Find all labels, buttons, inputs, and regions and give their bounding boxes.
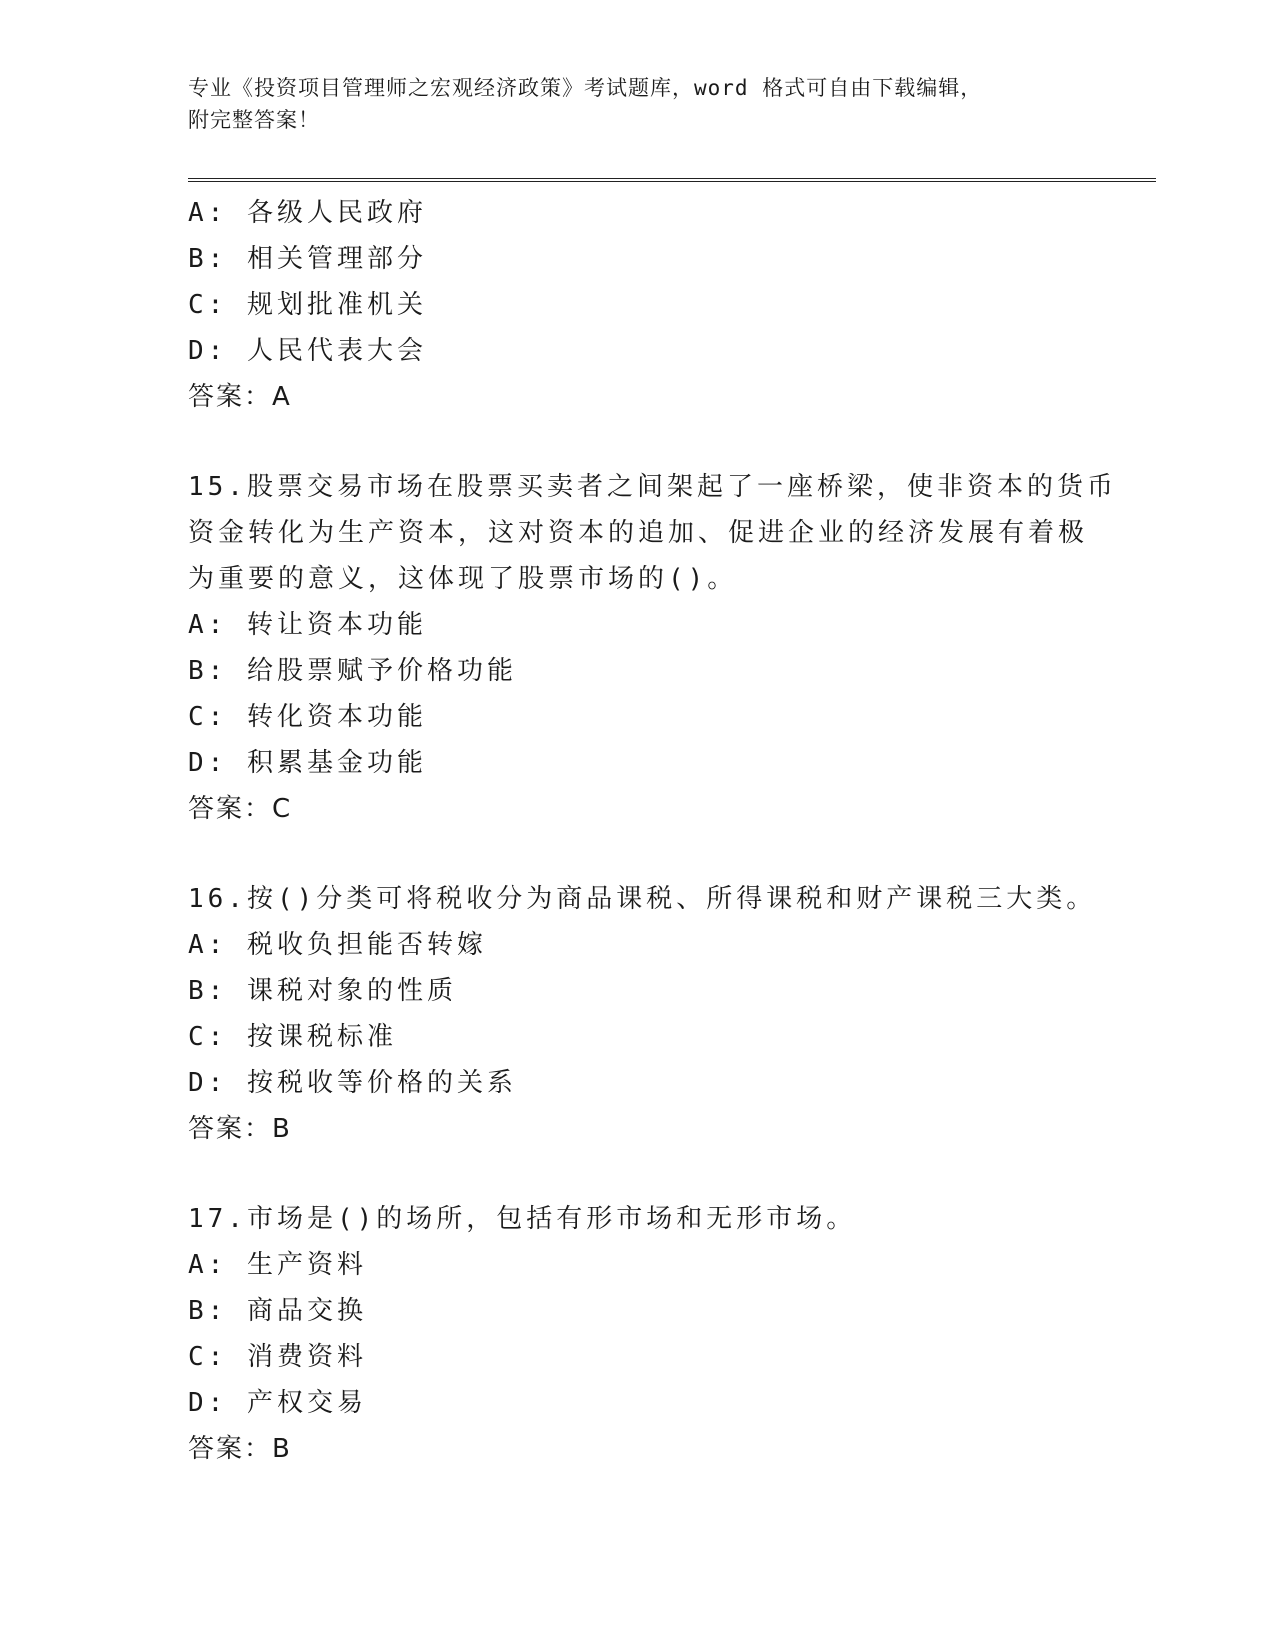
option-c: C: 转化资本功能 [188,702,427,732]
question-15 [188,464,1117,832]
header-line-1: 专业《投资项目管理师之宏观经济政策》考试题库，word 格式可自由下载编辑， [188,76,983,100]
option-a: A: 各级人民政府 [188,198,427,228]
header-line-2: 附完整答案！ [188,108,320,132]
question-list [188,190,1117,1472]
document-header [188,72,1088,136]
option-b: B: 相关管理部分 [188,244,427,274]
answer: 答案：B [188,1434,292,1464]
answer: 答案：B [188,1114,292,1144]
question-stem-line: 15.股票交易市场在股票买卖者之间架起了一座桥梁，使非资本的货币 [188,472,1117,502]
answer: 答案：A [188,382,292,412]
option-c: C: 按课税标准 [188,1022,397,1052]
spacer [188,420,1088,464]
header-divider [188,178,1156,182]
option-a: A: 生产资料 [188,1250,367,1280]
question-16 [188,876,1097,1152]
question-17 [188,1196,1088,1472]
spacer [188,1152,1088,1196]
answer: 答案：C [188,794,293,824]
question-stem-line: 为重要的意义，这体现了股票市场的()。 [188,564,738,594]
option-d: D: 产权交易 [188,1388,367,1418]
option-b: B: 课税对象的性质 [188,976,457,1006]
option-d: D: 按税收等价格的关系 [188,1068,517,1098]
option-d: D: 积累基金功能 [188,748,427,778]
option-c: C: 消费资料 [188,1342,367,1372]
question-stem-line: 16.按()分类可将税收分为商品课税、所得课税和财产课税三大类。 [188,884,1097,914]
option-a: A: 税收负担能否转嫁 [188,930,487,960]
option-d: D: 人民代表大会 [188,336,427,366]
spacer [188,832,1088,876]
question-stem-line: 17.市场是()的场所，包括有形市场和无形市场。 [188,1204,857,1234]
option-b: B: 商品交换 [188,1296,367,1326]
option-a: A: 转让资本功能 [188,610,427,640]
question-stem-line: 资金转化为生产资本，这对资本的追加、促进企业的经济发展有着极 [188,518,1089,548]
option-c: C: 规划批准机关 [188,290,427,320]
question-14 [188,190,1088,420]
option-b: B: 给股票赋予价格功能 [188,656,517,686]
